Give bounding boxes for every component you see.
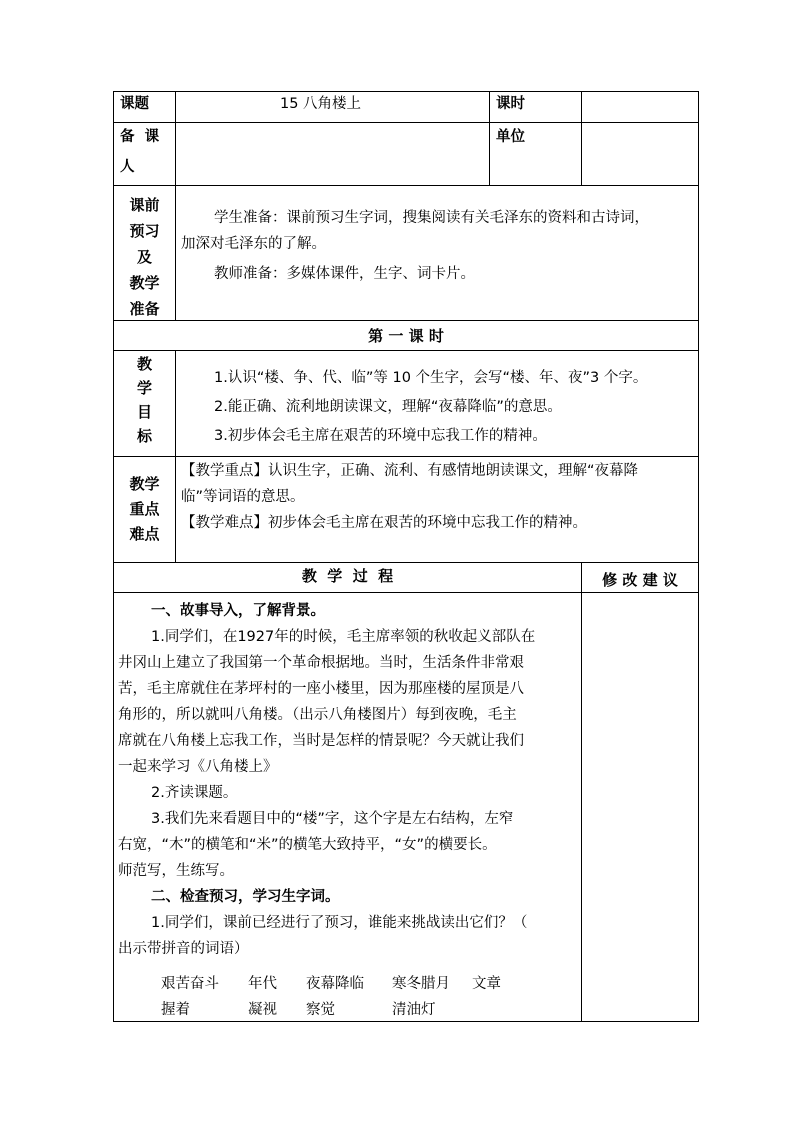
topic-value: 15 八角楼上 (280, 96, 362, 112)
prep-label-line: 教学 (129, 274, 160, 292)
process-line: 一起来学习《八角楼上》 (118, 759, 278, 775)
objective-item: 1.认识“楼、争、代、临”等 10 个生字，会写“楼、年、夜”3 个字。 (214, 370, 648, 386)
process-header: 教 学 过 程 (301, 567, 394, 585)
objectives-label-line: 教 (136, 355, 152, 373)
preparer-label-line2: 人 (120, 159, 135, 175)
key-points-label-line: 教学 (129, 475, 160, 493)
word-item: 夜幕降临 (306, 976, 364, 992)
revision-header: 修 改 建 议 (602, 571, 678, 589)
key-points-label (114, 472, 175, 547)
key-points-line: 【教学难点】初步体会毛主席在艰苦的环境中忘我工作的精神。 (181, 515, 587, 531)
word-item: 寒冬腊月 (392, 976, 450, 992)
process-line: 右宽，“木”的横笔和“米”的横笔大致持平，“女”的横要长。 (118, 837, 497, 853)
prep-line: 教师准备：多媒体课件，生字、词卡片。 (214, 266, 475, 282)
prep-label-line: 准备 (129, 300, 160, 318)
word-item: 察觉 (306, 1002, 335, 1018)
prep-label-line: 及 (136, 248, 152, 266)
word-item: 文章 (472, 976, 501, 992)
prep-content (181, 205, 649, 287)
prep-label-line: 课前 (129, 196, 160, 214)
process-line: 1.同学们，课前已经进行了预习，谁能来挑战读出它们？（ (151, 915, 528, 931)
process-line: 3.我们先来看题目中的“楼”字，这个字是左右结构，左窄 (151, 811, 514, 827)
process-content (118, 598, 535, 962)
lesson-title: 第 一 课 时 (368, 327, 444, 345)
hours-label: 课时 (496, 96, 525, 112)
process-line: 一、故事导入，了解背景。 (151, 603, 325, 619)
word-item: 凝视 (248, 1002, 277, 1018)
objective-item: 2.能正确、流利地朗读课文，理解“夜幕降临”的意思。 (214, 399, 562, 415)
objectives-label-line: 标 (136, 427, 152, 445)
key-points-label-line: 难点 (129, 525, 160, 543)
unit-label: 单位 (496, 129, 525, 145)
prep-line: 学生准备：课前预习生字词，搜集阅读有关毛泽东的资料和古诗词， (214, 210, 649, 226)
process-line: 二、检查预习，学习生字词。 (151, 889, 340, 905)
topic-label: 课题 (120, 96, 149, 112)
objectives-list (214, 364, 647, 451)
process-line: 井冈山上建立了我国第一个革命根据地。当时，生活条件非常艰 (118, 655, 524, 671)
word-item: 年代 (248, 976, 277, 992)
process-line: 2.齐读课题。 (151, 785, 238, 801)
key-points-line: 临”等词语的意思。 (181, 489, 305, 505)
objectives-label (114, 352, 175, 448)
process-line: 角形的，所以就叫八角楼。（出示八角楼图片）每到夜晚，毛主 (118, 707, 517, 723)
process-line: 苦，毛主席就住在茅坪村的一座小楼里，因为那座楼的屋顶是八 (118, 681, 524, 697)
preparer-label-line1: 备 课 (120, 129, 160, 145)
process-line: 出示带拼音的词语） (118, 941, 249, 957)
key-points-line: 【教学重点】认识生字，正确、流利、有感情地朗读课文，理解“夜幕降 (181, 463, 639, 479)
process-line: 席就在八角楼上忘我工作，当时是怎样的情景呢？今天就让我们 (118, 733, 524, 749)
objectives-label-line: 目 (136, 403, 152, 421)
word-item: 清油灯 (392, 1002, 436, 1018)
prep-line: 加深对毛泽东的了解。 (181, 236, 326, 252)
prep-label (114, 192, 175, 322)
process-line: 师范写，生练写。 (118, 863, 234, 879)
key-points-label-line: 重点 (129, 500, 160, 518)
process-line: 1.同学们，在1927年的时候，毛主席率领的秋收起义部队在 (151, 629, 536, 645)
objective-item: 3.初步体会毛主席在艰苦的环境中忘我工作的精神。 (214, 428, 547, 444)
word-item: 艰苦奋斗 (161, 976, 219, 992)
prep-label-line: 预习 (129, 222, 160, 240)
word-item: 握着 (161, 1002, 190, 1018)
objectives-label-line: 学 (136, 379, 152, 397)
key-points-content (181, 458, 638, 536)
